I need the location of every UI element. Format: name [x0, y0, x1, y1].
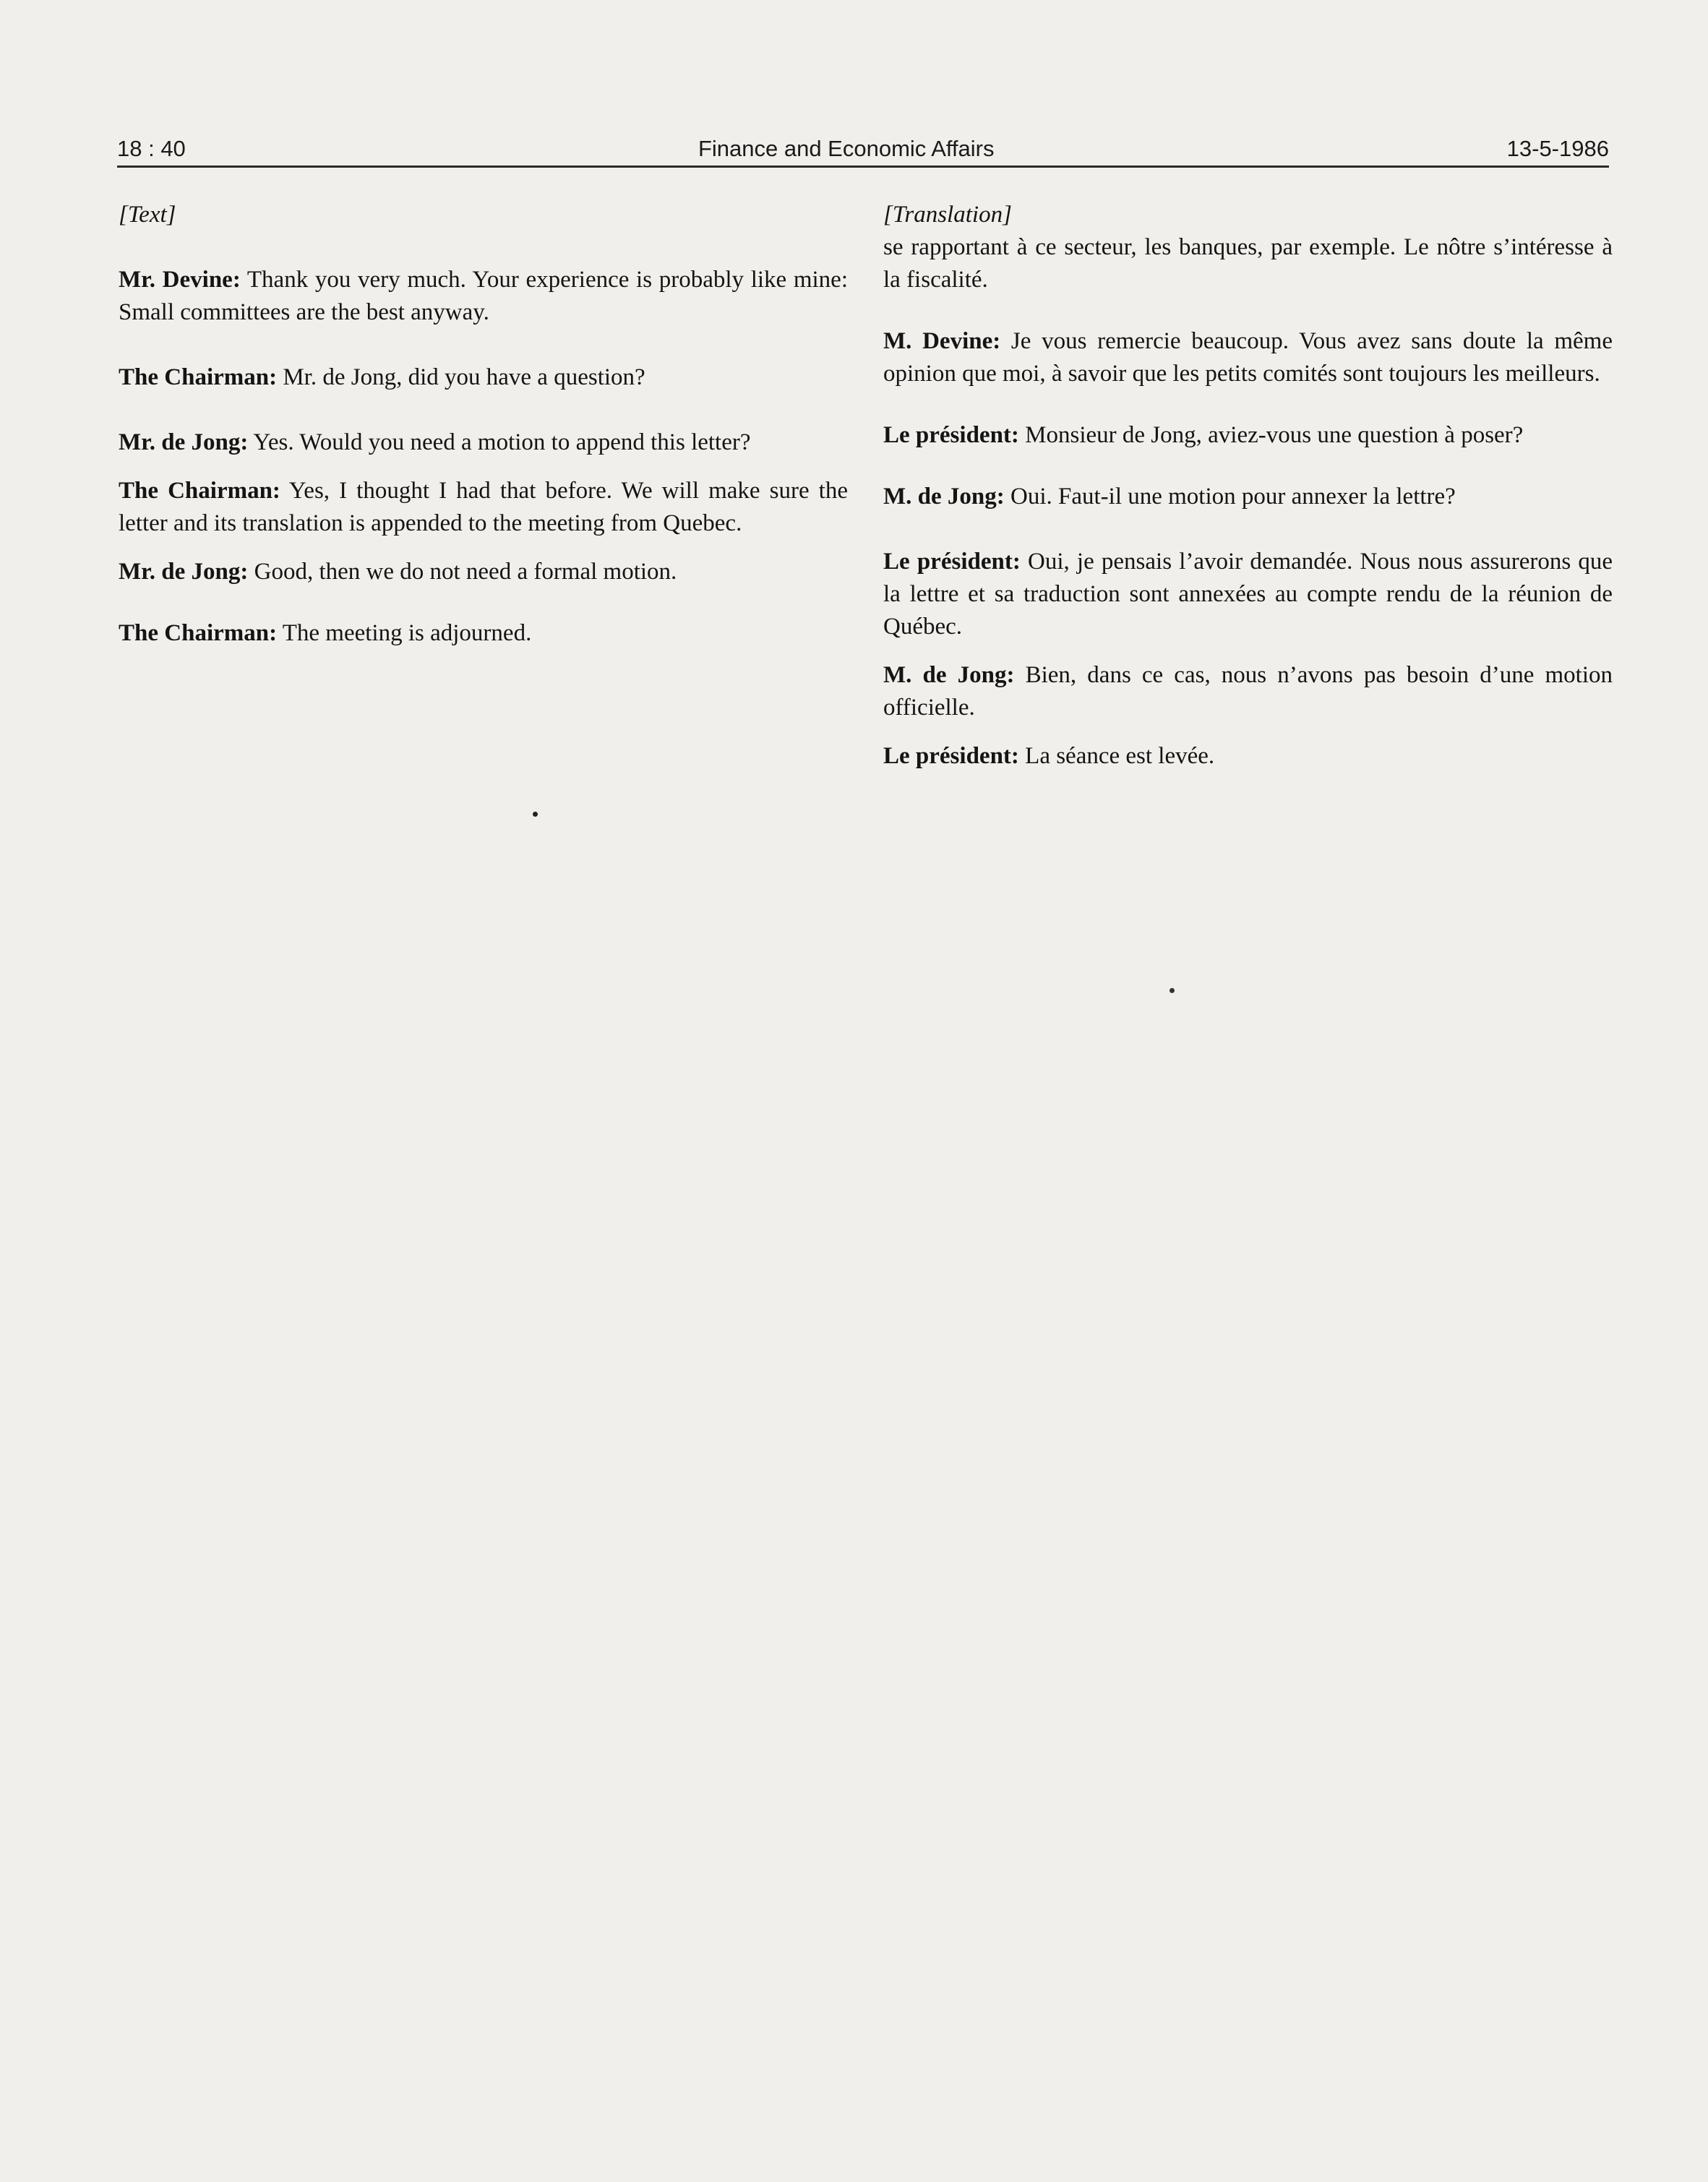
left-label: Text [127, 202, 167, 228]
speaker-name: M. de Jong: [883, 484, 1005, 510]
transcript-paragraph [883, 325, 1613, 390]
ink-speck [533, 812, 538, 817]
transcript-paragraph [119, 361, 848, 394]
speaker-name: Le président: [883, 422, 1019, 448]
transcript-paragraph [883, 419, 1613, 452]
transcript-paragraph [119, 264, 848, 329]
speaker-name: The Chairman: [119, 478, 280, 504]
speaker-name: Mr. Devine: [119, 267, 241, 293]
ink-speck [1170, 988, 1175, 993]
speaker-name: M. Devine: [883, 328, 1001, 354]
header-rule [117, 166, 1609, 168]
page-number: 18 : 40 [117, 136, 186, 161]
speech-text: Oui, je pensais l’avoir demandée. Nous nous assurerons que la lettre et sa traduction sont annexées au compte rendu de la réunion de Québec. [883, 549, 1613, 640]
speech-text: Bien, dans ce cas, nous n’avons pas besoin d’une motion officielle. [883, 662, 1613, 721]
transcript-paragraph [883, 740, 1613, 773]
transcript-paragraph [883, 546, 1613, 643]
continued-paragraph: se rapportant à ce secteur, les banques, par exemple. Le nôtre s’intéresse à la fiscalité. [883, 234, 1613, 293]
transcript-paragraph [119, 426, 848, 459]
speech-text: Yes, I thought I had that before. We will make sure the letter and its translation is appended to the meeting from Quebec. [119, 478, 848, 536]
right-label: Translation [892, 202, 1003, 228]
speech-text: La séance est levée. [1018, 743, 1215, 769]
speaker-name: The Chairman: [119, 364, 278, 390]
transcript-paragraph [119, 556, 848, 588]
speech-text: Thank you very much. Your experience is probably like mine: Small committees are the best anyway. [119, 267, 848, 325]
running-title: Finance and Economic Affairs [698, 136, 995, 161]
transcript-paragraph [119, 617, 848, 650]
transcript-paragraph [119, 475, 848, 540]
speech-text: Oui. Faut-il une motion pour annexer la lettre? [1004, 484, 1456, 510]
speech-text: Monsieur de Jong, aviez-vous une question à poser? [1018, 422, 1524, 448]
left-column [119, 199, 848, 650]
column-label-translation: [Translation] [883, 202, 1012, 228]
speaker-name: Le président: [883, 549, 1021, 575]
transcript-paragraph [883, 481, 1613, 513]
column-label-text: [Text] [119, 202, 176, 228]
speaker-name: The Chairman: [119, 620, 278, 646]
speech-text: Yes. Would you need a motion to append this letter? [248, 429, 751, 455]
speaker-name: Le président: [883, 743, 1019, 769]
page-header [117, 124, 1609, 162]
transcript-paragraph [883, 659, 1613, 724]
speech-text: Je vous remercie beaucoup. Vous avez sans doute la même opinion que moi, à savoir que les petits comités sont toujours les meilleurs. [883, 328, 1613, 387]
page-date: 13-5-1986 [1506, 136, 1609, 161]
speech-text: Good, then we do not need a formal motion. [248, 559, 677, 585]
speaker-name: Mr. de Jong: [119, 559, 249, 585]
right-column [883, 199, 1613, 773]
speaker-name: Mr. de Jong: [119, 429, 249, 455]
speaker-name: M. de Jong: [883, 662, 1015, 688]
speech-text: Mr. de Jong, did you have a question? [277, 364, 645, 390]
speech-text: The meeting is adjourned. [277, 620, 532, 646]
